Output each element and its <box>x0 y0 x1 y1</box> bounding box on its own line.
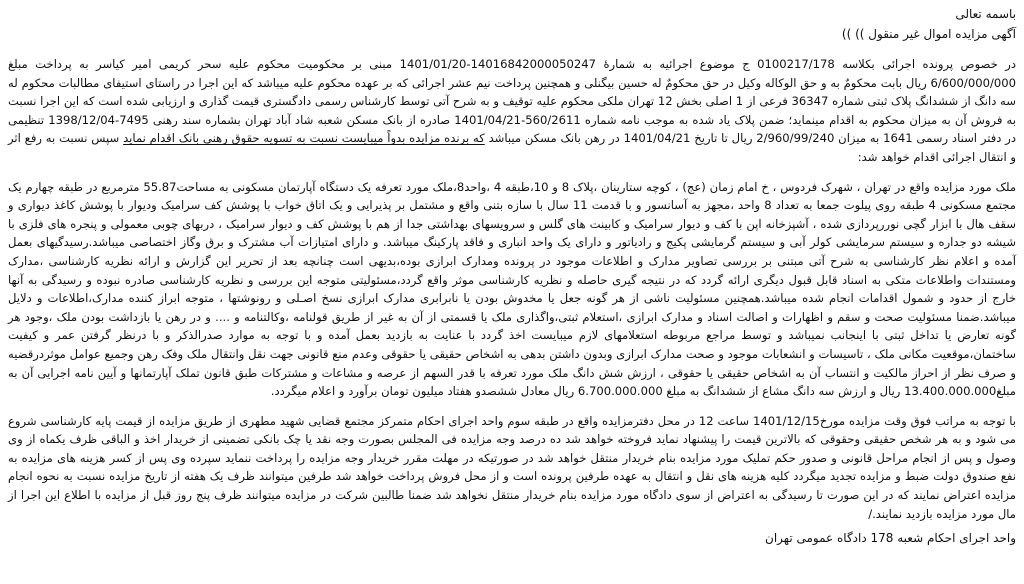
issuer-signature: واحد اجرای احکام شعبه 178 دادگاه عمومی تهران <box>765 531 1016 546</box>
auction-terms-text: با توجه به مراتب فوق وقت مزایده مورخ1401/12/15 ساعت 12 در محل دفترمزایده واقع در طبقه سوم واحد اجرای احکام متمرکز مجتمع قضایی شهید مطهری از طریق مزایده از قیمت پایه کارشناسی شروع می شود و به هر شخص حقیقی وحقوقی که بالاترین قیمت را پیشنهاد نماید فروخته خواهد شد ده درصد وجه مزایده فی المجلس بصورت وجه نقد یا چک بانکی تضمینی از خریدار اخذ و الباقی ظرف یکماه از وی وصول و پس از انجام مراحل قانونی و صدور حکم تملیک مورد مزایده بنام خریدار منتقل خواهد شد در صورتیکه در مهلت مقرر خریدار وجه مزایده را پرداخت ننماید سپرده وی پس از کسر هزینه های مزایده به نفع صندوق دولت ضبط و مزایده تجدید میگردد کلیه هزینه های نقل و انتقال به عهده طرفین پرونده است و از محل فروش پرداخت خواهد شد طرفین میتوانند ظرف یک هفته از تاریخ مزایده نسبت به نحوه انجام مزایده اعتراض نمایند که در این صورت تا رسیدگی به اعتراض از سوی دادگاه مورد مزایده بنام خریدار منتقل نخواهد شد ضمنا طالبین شرکت در مزایده میتوانند ظرف پنج روز قبل از مزایده با اطلاع این اجرا از مال مورد مزایده بازدید نمایند./ <box>8 413 1017 521</box>
spacer <box>6 167 1018 178</box>
auction-notice-document <box>6 4 1018 580</box>
spacer <box>6 401 1018 412</box>
auction-terms-paragraph <box>6 412 1018 524</box>
case-paragraph-text: در خصوص پرونده اجرائی بکلاسه 0100217/178 ج موضوع اجرائیه به شمارهٔ 14016842000050247-1401/01/20 مبنی بر محکومیت محکوم علیه سحر کریمی امیر کیاسر به پرداخت مبلغ 6/600/000/000 ریال بابت محکومٌ به و حق الوکاله وکیل در حق محکومٌ له حسین بیگنلی و همچنین پرداخت نیم عشر اجرائی که بر عهده محکوم علیه میباشد که این اجرا در راستای استیفای مطالبات محکوم له سه دانگ از ششدانگ پلاک ثبتی شماره 36347 فرعی از 1 اصلی بخش 12 تهران ملکی محکوم علیه توقیف و به شرح آتی توسط کارشناس رسمی دادگستری قیمت گذاری و ارزیابی شده است که این اجرا نسبت به فروش آن به میزان محکوم به اقدام مینماید؛ ضمن پلاک یاد شده به موجب نامه شماره 560/2611-1401/04/21 صادره از بانک مسکن شعبه شاد آباد تهران بشماره سند رهنی 7495-1398/12/04 تنظیمی در دفتر اسناد رسمی 1641 به میزان 2/960/99/240 ریال تا تاریخ 1401/04/21 در رهن بانک مسکن میباشد <box>8 57 1017 146</box>
property-description-text: ملک مورد مزایده واقع در تهران ، شهرک فردوس ، خ امام زمان (عج) ، کوچه ستارینان ،پلاک 8 و 10،طبقه 4 ،واحد8،ملک مورد تعرفه یک دستگاه آپارتمان مسکونی به مساحت55.87 مترمربع در طبقه چهارم یک مجتمع مسکونی 4 طبقه روی پیلوت جمعا به تعداد 8 واحد ،مجهز به آسانسور و با قدمت 11 سال با سازه بتنی واقع و مشتمل بر پذیرایی و یک اتاق خواب با پوشش کف سرامیک ودیوار با پوشش کاغذ دیواری و سقف هال با ابزار گچی نوررپردازی شده ، آشپزخانه اپن با کف و دیوار سرامیک و کابینت های گلس و سرویسهای بهداشتی جدا از هم با پوشش کف و دیوار سرامیک ، دربهای چوبی معمولی و پنجره های فلزی با شیشه دو جداره و سیستم سرمایشی کولر آبی و سیستم گرمایشی پکیج و رادیاتور و دارای یک واحد انباری و فاقد پارکینگ میباشد. و دارای امتیازات آب مشترک و برق وگاز اختصاصی میباشد.رسیدگیهای بعمل آمده و اعلام نظر کارشناسی به شرح آتی مبتنی بر بررسی تصاویر مدارک و اطلاعات موجود در پرونده ومدارک ابرازی بوده،بدیهی است چنانچه بعد از تحریر این گزارش و ارائه نظریه کارشناسی ،مدارک ومستندات واطلاعات متکی به اسناد قابل قبول دیگری ارائه گردد که در نتیجه گیری حاصله و نظریه کارشناسی موثر واقع گردد،مسئولیتی متوجه این بررسی و نظریه کارشناسی صادره نبوده و رسیدگی به آنها خارج از حدود و شمول اقدامات انجام شده میباشد.همچنین مسئولیت ناشی از هر گونه جعل یا مخدوش بودن یا نابرابری مدارک ابرازی نسخ اصـلی و رونوشتها ، متوجه ابراز کننده مدارک،اطلاعات و دلایل میباشد.ضمنا مسئولیت صحت و سقم و اظهارات و اصالت اسناد و مدارک ابرازی ،استعلام ثبتی،واگذاری ملک یا قسمتی از آن به غیر از طریق قولنامه ،وکالتنامه و .... و در رهن یا بازداشت بودن ملک ،وجود هر گونه تعارض یا تداخل ثبتی با اینجانب نمیباشد و توسط مراجع مربوطه استعلامهای لازم میبایست اخذ گردد با عنایت به بازدید بعمل آمده و با توجه به موارد صدرالذکر و با درنظر گرفتن عمر و کیفیت ساختمان،موقعیت مکانی ملک ، تاسیسات و انشعابات موجود و صحت مدارک ابرازی وبدون داشتن بدهی به اشخاص حقیقی یا حقوقی وعدم منع قانونی جهت نقل وانتقال ملک وفک رهن وجمیع عوامل موثردرقضیه و صرف نظر از احراز مالکیت و انتساب آن به اشخاص حقیقی یا حقوقی ، ارزش شش دانگ ملک مورد تعرفه با قدر السهم از عرصه و مشاعات و مشترکات طبق قانون تملک آپارتمانها و آیین نامه اجرایی آن به مبلغ13.400.000.000 ریال و ارزش سه دانگ مشاع از ششدانگ به مبلغ 6.700.000.000 ریال معادل ششصدو هفتاد میلیون تومان برآورد و اعلام میگردد. <box>8 179 1017 399</box>
case-paragraph-tail: سپس نسبت به رفع اثر و انتقال اجرائی اقدام خواهد شد: <box>8 131 1016 164</box>
property-description-paragraph <box>6 178 1018 401</box>
invocation-heading: باسمه تعالی <box>955 7 1016 21</box>
case-paragraph <box>6 55 1018 167</box>
spacer <box>6 44 1018 55</box>
mortgage-settlement-note: که برنده مزایده بدواً میبایست نسبت به تسویه حقوق رهنی بانک اقدام نماید <box>123 131 485 146</box>
notice-title: آگهی مزایده اموال غیر منقول )) )) <box>841 27 1016 41</box>
